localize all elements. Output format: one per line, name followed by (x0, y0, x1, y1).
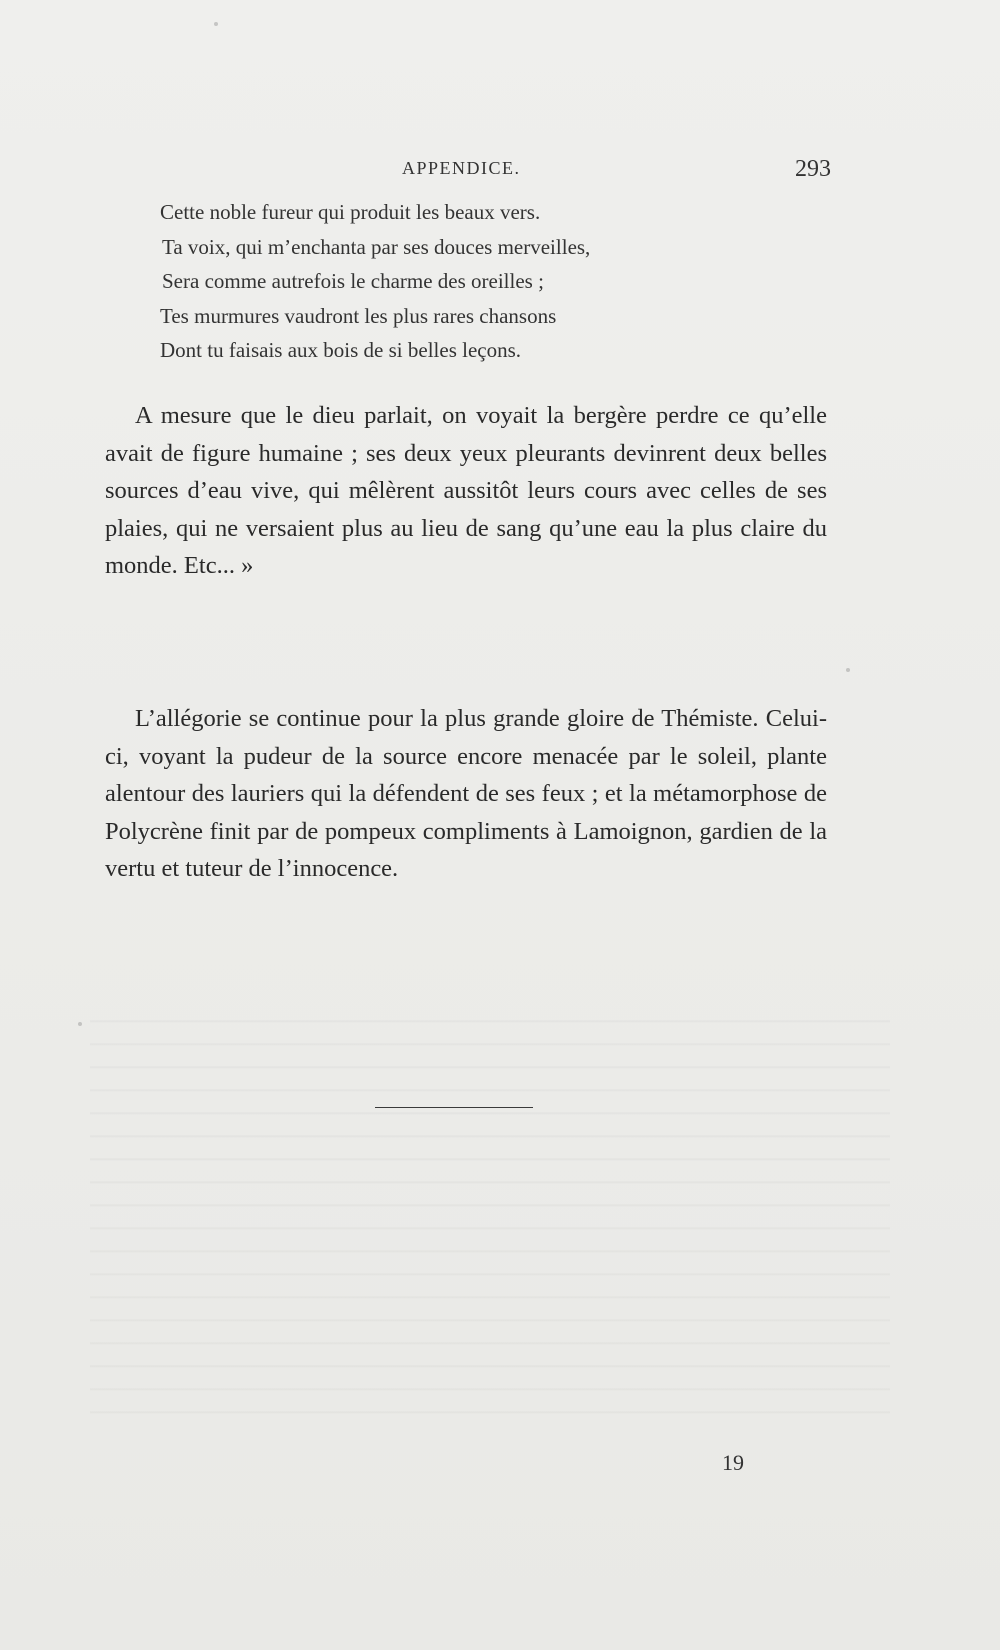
section-divider (375, 1107, 533, 1108)
verse-line: Ta voix, qui m’enchanta par ses douces merveilles, (162, 234, 591, 259)
verse-line: Dont tu faisais aux bois de si belles leçons. (160, 338, 522, 362)
paper-speck (78, 1022, 82, 1026)
paper-speck (214, 22, 218, 26)
paragraph-metamorphosis: A mesure que le dieu parlait, on voyait la bergère perdre ce qu’elle avait de figure humaine ; ses deux yeux pleurants devinrent deux belles sources d’eau vive, qui mêlèrent aussitôt leurs cours avec celles de ses plaies, qui ne versaient plus au lieu de sang qu’une eau la plus claire du monde. Etc... » (105, 402, 827, 579)
verse-line: Tes murmures vaudront les plus rares chansons (160, 303, 557, 328)
signature-mark: 19 (722, 1450, 744, 1475)
verse-block (160, 195, 760, 368)
page-header (0, 158, 1000, 188)
page-number: 293 (795, 156, 831, 182)
verse-line: Cette noble fureur qui produit les beaux vers. (160, 200, 541, 224)
paper-speck (846, 668, 850, 672)
running-head: APPENDICE. (402, 158, 521, 178)
bleed-through-texture (90, 1000, 890, 1420)
paragraph-allegory: L’allégorie se continue pour la plus grande gloire de Thémiste. Celui-ci, voyant la pudeur de la source encore menacée par le soleil, plante alentour des lauriers qui la défendent de ses feux ; et la métamorphose de Polycrène finit par de pompeux compliments à Lamoignon, gardien de la vertu et tuteur de l’innocence. (105, 705, 827, 882)
verse-line: Sera comme autrefois le charme des oreilles ; (162, 269, 544, 293)
